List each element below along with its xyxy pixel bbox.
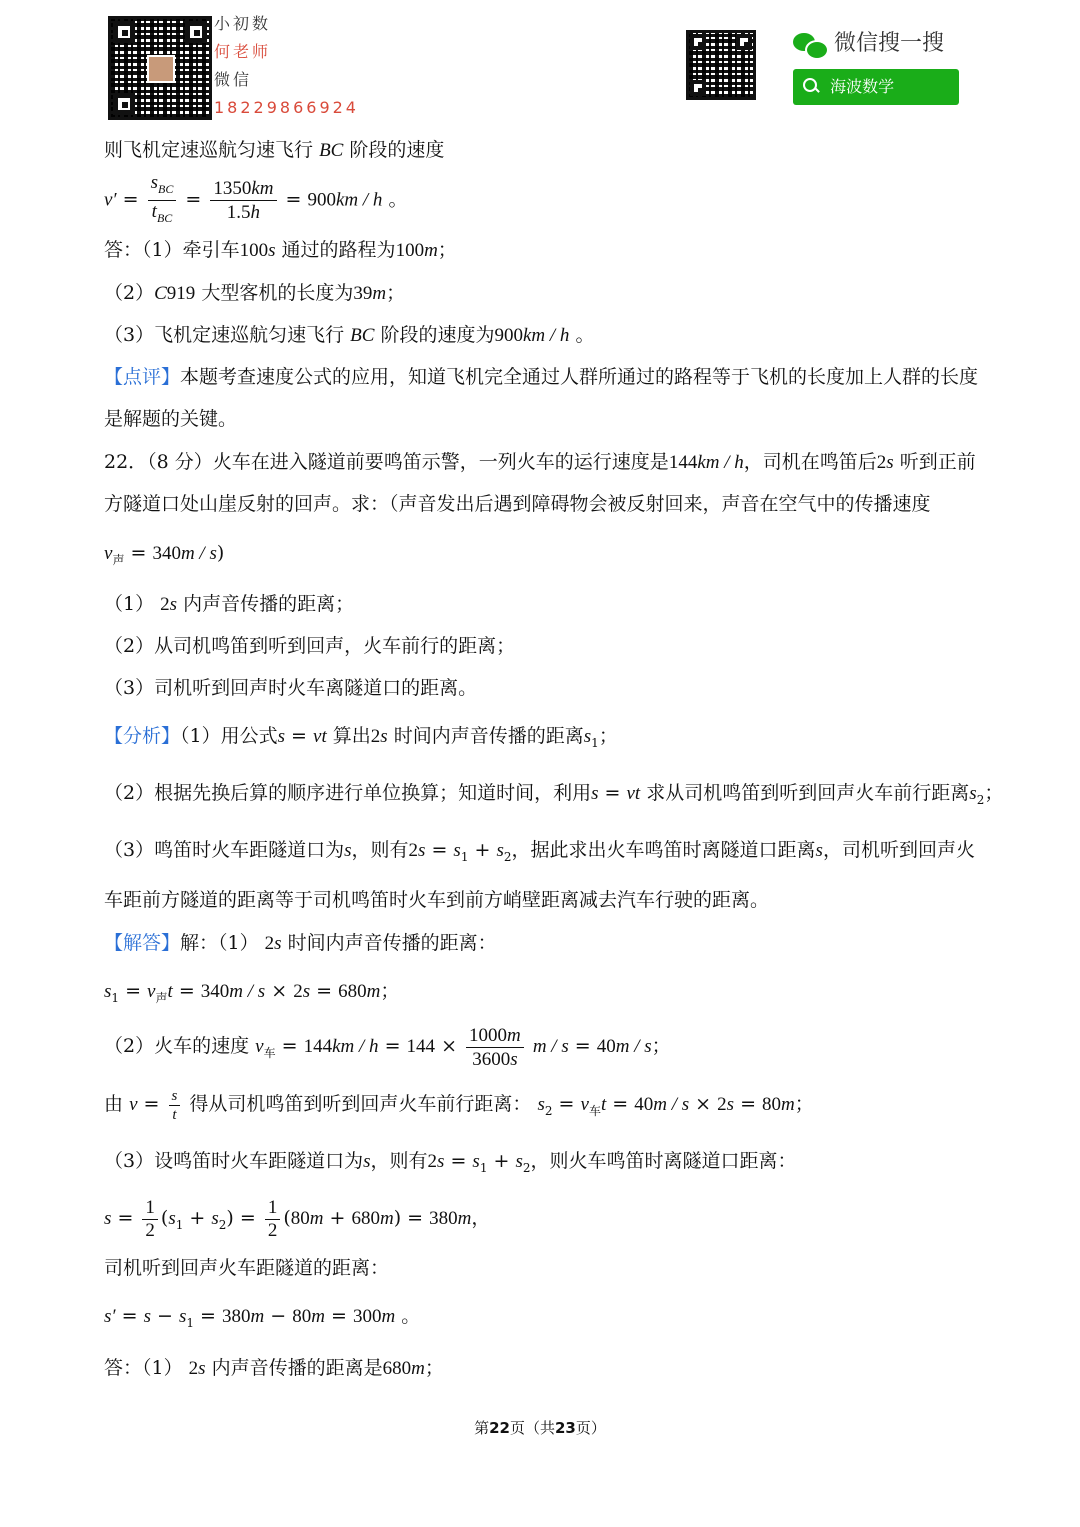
label-wechat: 微信 — [214, 70, 253, 89]
search-icon — [803, 78, 819, 94]
formula-line: $s' = s - s_1 = 380m - 80m = 300m$ 。 — [104, 1305, 421, 1330]
question-22: 22．（8 分）火车在进入隧道前要鸣笛示警，一列火车的运行速度是144km / h，司机在鸣笛后2s 听到正前 — [104, 451, 976, 473]
comment-tag: 【点评】 — [104, 366, 181, 388]
fraction: $\frac{s_{BC}}{t_{BC}}$ — [148, 172, 177, 229]
avatar — [147, 55, 175, 83]
wechat-logo-icon — [793, 31, 827, 57]
text-line: 答：（1） 2s 内声音传播的距离是680m； — [104, 1357, 444, 1379]
solution-line: 【解答】解：（1） 2s 时间内声音传播的距离： — [104, 932, 497, 954]
label-xiaochushu: 小初数 — [214, 14, 272, 33]
search-keyword-button[interactable] — [793, 69, 959, 105]
wechat-search-title-row — [793, 28, 944, 60]
text-line: （1） 2s 内声音传播的距离； — [104, 593, 355, 615]
text-line: （3）飞机定速巡航匀速飞行 BC 阶段的速度为900km / h 。 — [104, 324, 595, 346]
label-teacher: 何老师 — [214, 42, 272, 61]
page-total: 23 — [555, 1419, 576, 1437]
text-line: （2）C919 大型客机的长度为39m； — [104, 282, 406, 304]
analysis-line: 【分析】（1）用公式s = vt 算出2s 时间内声音传播的距离$s_1$； — [104, 725, 618, 750]
text-line: 是解题的关键。 — [104, 408, 238, 430]
formula-velocity: v′ = $\frac{s_{BC}}{t_{BC}}$ = $\frac{1350km}{1.5h}$ = 900km / h 。 — [104, 172, 407, 229]
page-number: 22 — [489, 1419, 510, 1437]
formula-line: （2）火车的速度 $v_车 = 144km / h = 144$ × $\frac{1000m}{3600s}$ m / s = 40m / s； — [104, 1024, 671, 1070]
text-line: 则飞机定速巡航匀速飞行 BC 阶段的速度 — [104, 139, 445, 161]
search-keyword: 海波数学 — [830, 77, 895, 96]
qr-code-right — [686, 30, 756, 100]
fraction: $\frac{1}{2}$ — [265, 1197, 281, 1242]
formula-line: $s_1 = v_声t = 340m / s \times 2s = 680m$； — [104, 980, 400, 1005]
text-line: 司机听到回声火车距隧道的距离： — [104, 1257, 390, 1279]
fraction: $\frac{1000m}{3600s}$ — [466, 1024, 524, 1071]
contact-labels — [214, 10, 359, 122]
fraction: $\frac{s}{t}$ — [169, 1087, 181, 1124]
text-line: （2）从司机鸣笛到听到回声，火车前行的距离； — [104, 635, 516, 657]
text-line: 车距前方隧道的距离等于司机鸣笛时火车到前方峭壁距离减去汽车行驶的距离。 — [104, 889, 770, 911]
text-line: $v_声 = 340m / s$) — [104, 542, 225, 567]
text-line: （3）鸣笛时火车距隧道口为s，则有$2s = s_1 + s_2$，据此求出火车鸣笛时离隧道口距离s，司机听到回声火 — [104, 839, 975, 864]
fraction: $\frac{1}{2}$ — [142, 1197, 158, 1242]
text-line: （3）司机听到回声时火车离隧道口的距离。 — [104, 677, 478, 699]
text-line: 【点评】本题考查速度公式的应用，知道飞机完全通过人群所通过的路程等于飞机的长度加上人群的长度 — [104, 366, 979, 388]
solution-tag: 【解答】 — [104, 932, 181, 954]
page-footer: 第22页（共23页） — [474, 1419, 606, 1437]
formula-line: s = $\frac{1}{2}$ $(s_1 + s_2)$ = $\frac{1}{2}$ (80m + 680m) = 380m， — [104, 1196, 491, 1241]
analysis-tag: 【分析】 — [104, 725, 181, 747]
qr-code-left — [108, 16, 212, 120]
wechat-search-title: 微信搜一搜 — [834, 31, 945, 56]
text-line: （3）设鸣笛时火车距隧道口为s，则有$2s = s_1 + s_2$，则火车鸣笛时离隧道口距离： — [104, 1150, 797, 1175]
formula-line: 由 v = $\frac{s}{t}$ 得从司机鸣笛到听到回声火车前行距离： $s_2 = v_车t = 40m / s \times 2s = 80m$； — [104, 1087, 814, 1123]
fraction: $\frac{1350km}{1.5h}$ — [210, 177, 276, 224]
text-line: 方隧道口处山崖反射的回声。求：（声音发出后遇到障碍物会被反射回来，声音在空气中的传播速度 — [104, 493, 931, 515]
text-line: （2）根据先换后算的顺序进行单位换算；知道时间，利用s = vt 求从司机鸣笛到听到回声火车前行距离$s_2$； — [104, 782, 1004, 807]
label-phone: 18229866924 — [214, 98, 359, 117]
text-line: 答：（1）牵引车100s 通过的路程为100m； — [104, 239, 457, 261]
